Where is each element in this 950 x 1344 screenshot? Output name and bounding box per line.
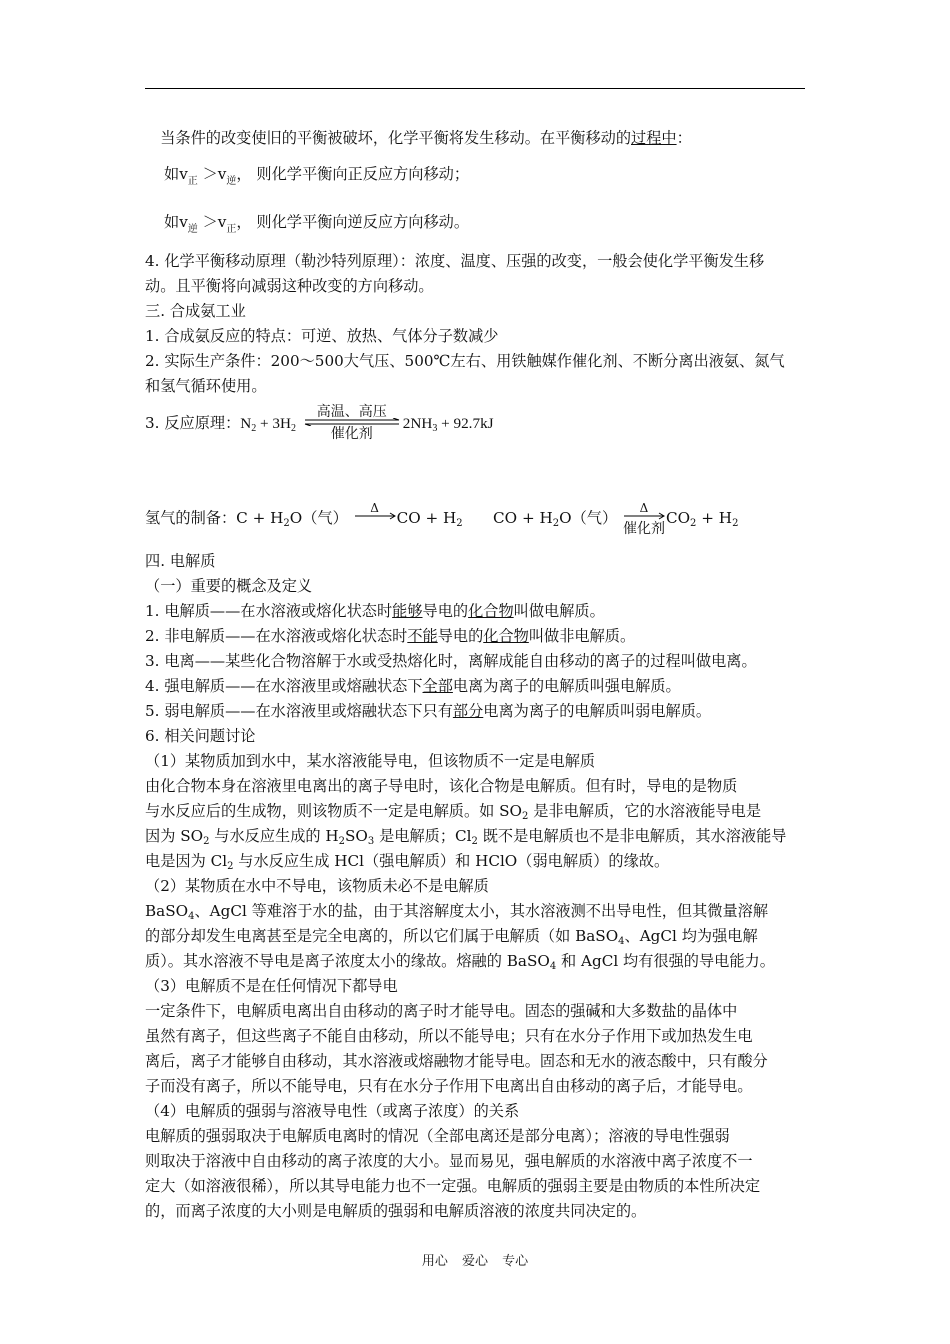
definition-nonelectrolyte: 2. 非电解质——在水溶液或熔化状态时不能导电的化合物叫做非电解质。 (145, 627, 636, 645)
discussion-heading: （2）某物质在水中不导电，该物质未必不是电解质 (145, 877, 489, 895)
paragraph-line: 4. 化学平衡移动原理（勒沙特列原理）：浓度、温度、压强的改变，一般会使化学平衡发生移 (145, 252, 765, 270)
footer-text: 用心 (421, 1254, 448, 1269)
discussion-heading: （4）电解质的强弱与溶液导电性（或离子浓度）的关系 (145, 1102, 520, 1120)
paragraph-line: 虽然有离子，但这些离子不能自由移动，所以不能导电；只有在水分子作用下或加热发生电 (145, 1027, 753, 1045)
definition-ionization: 3. 电离——某些化合物溶解于水或受热熔化时，离解成能自由移动的离子的过程叫做电离。 (145, 652, 757, 670)
section-heading: 四. 电解质 (145, 552, 216, 570)
paragraph-line: 离后，离子才能够自由移动，其水溶液或熔融物才能导电。固态和无水的液态酸中，只有酸分 (145, 1052, 768, 1070)
paragraph-line: 与水反应后的生成物，则该物质不一定是电解质。如 $SO_2$ 是非电解质，它的水溶液能导电是 (145, 802, 762, 822)
footer-text: 爱心 (461, 1254, 488, 1269)
paragraph-line: 定大（如溶液很稀），所以其导电能力也不一定强。电解质的强弱主要是由物质的本性所决定 (145, 1177, 761, 1195)
subsection-heading: （一）重要的概念及定义 (145, 577, 313, 595)
section-heading: 三. 合成氨工业 (145, 302, 246, 320)
paragraph-line: 电解质的强弱取决于电解质电离时的情况（全部电离还是部分电离）；溶液的导电性强弱 (145, 1127, 730, 1145)
definition-electrolyte: 1. 电解质——在水溶液或熔化状态时能够导电的化合物叫做电解质。 (145, 602, 605, 620)
paragraph-line: 则取决于溶液中自由移动的离子浓度的大小。显而易见，强电解质的水溶液中离子浓度不一 (145, 1152, 753, 1170)
paragraph-line: 1. 合成氨反应的特点：可逆、放热、气体分子数减少 (145, 327, 499, 345)
footer-text: 专心 (502, 1254, 529, 1269)
paragraph-line: 动。且平衡将向减弱这种改变的方向移动。 (145, 277, 434, 295)
paragraph-line: 电是因为 $Cl_2$ 与水反应生成 HCl（强电解质）和 HClO（弱电解质）的缘故。 (145, 852, 670, 872)
paragraph-line: 因为 $SO_2$ 与水反应生成的 $H_2SO_3$ 是电解质；$Cl_2$ 既不是电解质也不是非电解质，其水溶液能导 (145, 827, 787, 847)
catalyst-arrow: Δ 催化剂 (622, 501, 665, 537)
ammonia-equation: 3. 反应原理：$N_2 + 3H_2$ 高温、高压 催化剂 $2NH_3 + 92.7kJ$ (145, 404, 494, 442)
discussion-heading: （3）电解质不是在任何情况下都导电 (145, 977, 398, 995)
rate-condition-forward: 如$v_正 >v_逆$， 则化学平衡向正反应方向移动； (164, 165, 470, 187)
paragraph-line: 由化合物本身在溶液里电离出的离子导电时，该化合物是电解质。但有时，导电的是物质 (145, 777, 738, 795)
paragraph-line: 质）。其水溶液不导电是离子浓度太小的缘故。熔融的 BaSO$_4$ 和 AgCl 均有很强的导电能力。 (145, 952, 775, 972)
definition-weak-electrolyte: 5. 弱电解质——在水溶液里或熔融状态下只有部分电离为离子的电解质叫弱电解质。 (145, 702, 712, 720)
paragraph-line: 一定条件下，电解质电离出自由移动的离子时才能导电。固态的强碱和大多数盐的晶体中 (145, 1002, 738, 1020)
paragraph-line: 的部分却发生电离甚至是完全电离的，所以它们属于电解质（如 BaSO$_4$、AgCl 均为强电解 (145, 927, 758, 947)
paragraph-line: 6. 相关问题讨论 (145, 727, 256, 745)
rate-condition-reverse: 如$v_逆 >v_正$， 则化学平衡向逆反应方向移动。 (164, 213, 470, 235)
hydrogen-preparation-equation: 氢气的制备：$C + H_2O$（气） Δ CO + $H_2$ CO + $H_2O$（气） Δ 催化剂 $CO_2 + H_2$ (145, 501, 739, 537)
paragraph-line: 2. 实际生产条件：200～500大气压、500℃左右、用铁触媒作催化剂、不断分离出液氨、氮气 (145, 352, 785, 370)
paragraph-line: 当条件的改变使旧的平衡被破坏，化学平衡将发生移动。在平衡移动的过程中： (160, 129, 692, 147)
discussion-heading: （1）某物质加到水中，某水溶液能导电，但该物质不一定是电解质 (145, 752, 596, 770)
page-footer (0, 1250, 950, 1269)
paragraph-line: 的，而离子浓度的大小则是电解质的强弱和电解质溶液的浓度共同决定的。 (145, 1202, 647, 1220)
paragraph-line: 和氢气循环使用。 (145, 377, 267, 395)
reversible-arrow: 高温、高压 催化剂 (303, 404, 401, 444)
definition-strong-electrolyte: 4. 强电解质——在水溶液里或熔融状态下全部电离为离子的电解质叫强电解质。 (145, 677, 681, 695)
heat-arrow: Δ (353, 502, 397, 536)
paragraph-line: BaSO$_4$、AgCl 等难溶于水的盐，由于其溶解度太小，其水溶液测不出导电性，但其微量溶解 (145, 902, 769, 922)
header-rule (145, 88, 805, 89)
paragraph-line: 子而没有离子，所以不能导电，只有在水分子作用下电离出自由移动的离子后，才能导电。 (145, 1077, 753, 1095)
